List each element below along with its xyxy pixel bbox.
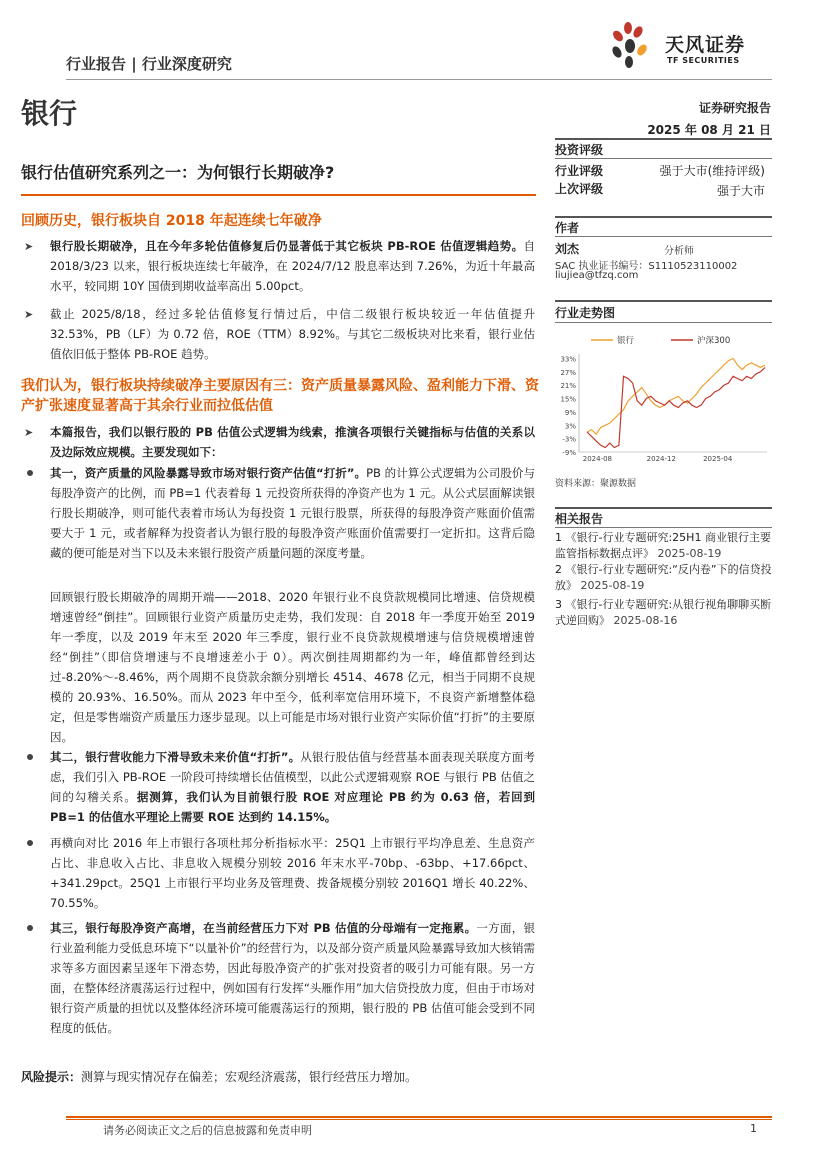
trend-chart [555, 328, 775, 468]
related-title: 相关报告 [555, 512, 604, 526]
dot-bullet-icon [27, 754, 33, 760]
dot-bullet-icon [27, 470, 33, 476]
dot-bullet-icon [27, 840, 33, 846]
section-heading-2: 我们认为，银行板块持续破净主要原因有三：资产质量暴露风险、盈利能力下滑、资产扩张速度显著高于其余行业而拉低估值 [21, 378, 539, 414]
prev-rating-value: 强于大市 [716, 184, 765, 198]
sector-title: 银行 [21, 97, 78, 130]
report-date: 2025 年 08 月 21 日 [647, 123, 771, 137]
author-email[interactable]: liujiea@tfzq.com [555, 270, 639, 281]
related-date: 2025-08-19 [657, 547, 722, 560]
finding-2-body: 从银行股估值与经营基本面表现关联度方面考虑，我们引入 PB-ROE 一阶段可持续增长估值模型，以此公式逻辑观察 ROE 与银行 PB 估值之间的勾稽关系。 [50, 750, 535, 804]
finding-1 [50, 463, 535, 563]
logo-mark-icon [608, 20, 664, 70]
y-tick-label: 33% [560, 355, 576, 364]
rating-title: 投资评级 [555, 143, 604, 157]
bullet-1-body: 自 2018/3/23 以来，银行板块连续七年破净，在 2024/7/12 股息率达到 7.26%，为近十年最高水平，较同期 10Y 国债到期收益率高出 5.00pct。 [50, 239, 535, 293]
finding-3-body: 一方面，银行业盈利能力受低息环境下“以量补价”的经营行为，以及部分资产质量风险暴露导致加大核销需求等多方面因素呈逐年下滑态势，因此每股净资产的扩张对投资者的吸引力可能有限。另一方面，在整体经济震荡运行过程中，例如国有行发挥“头雁作用”加大信贷投放力度，但由于市场对银行资产质量的担忧以及整体经济环境可能震荡运行的预期，银行股的 PB 估值可能会受到不同程度的低估。 [50, 921, 536, 1035]
sidebar-divider [555, 300, 772, 302]
risk-label: 风险提示： [21, 1070, 82, 1084]
y-tick-label: 15% [560, 395, 576, 404]
arrow-bullet-icon: ➤ [24, 240, 34, 253]
sidebar-divider [555, 138, 772, 140]
y-tick-label: 3% [564, 422, 576, 431]
industry-rating-value: 强于大市(维持评级) [659, 164, 765, 178]
related-num: 1 [555, 531, 562, 544]
related-report-2[interactable] [555, 562, 775, 594]
finding-3-lead: 其三，银行每股净资产高增，在当前经营压力下对 PB 估值的分母端有一定拖累。 [50, 921, 477, 935]
finding-2 [50, 747, 535, 827]
related-num: 3 [555, 598, 562, 611]
author-cert: SAC 执业证书编号：S1110523110002 [555, 261, 738, 272]
section2-intro: 本篇报告，我们以银行股的 PB 估值公式逻辑为线索，推演各项银行关键指标与估值的关系以及边际效应规模。主要发现如下： [50, 425, 535, 459]
y-tick-label: 21% [560, 382, 576, 391]
y-tick-label: 27% [560, 368, 576, 377]
legend-label: 银行 [617, 336, 635, 346]
y-tick-label: -9% [562, 449, 576, 457]
sidebar-divider [555, 236, 772, 237]
related-title-text: 《银行-行业专题研究:25H1 商业银行主要监管指标数据点评》 [555, 531, 771, 560]
sidebar-divider [555, 527, 772, 528]
x-tick-label: 2025-04 [703, 455, 733, 463]
industry-rating-label: 行业评级 [555, 164, 604, 178]
footer-divider-thin [66, 1119, 772, 1120]
y-tick-label: 9% [564, 408, 576, 417]
finding-2-estimate: 据测算，我们认为目前银行股 ROE 对应理论 PB 约为 0.63 倍，若回到 PB=1 的估值水平理论上需要 ROE 达到约 14.15%。 [50, 790, 536, 824]
related-title-text: 《银行-行业专题研究:“反内卷”下的信贷投放》 [555, 563, 772, 592]
logo-text-en: TF SECURITIES [667, 56, 740, 65]
title-divider [21, 194, 536, 196]
author-role: 分析师 [664, 246, 694, 257]
related-num: 2 [555, 563, 562, 576]
page-number: 1 [750, 1122, 757, 1135]
series-line [587, 367, 765, 447]
sidebar-divider [555, 216, 772, 218]
footer-divider [66, 1116, 772, 1118]
related-date: 2025-08-16 [613, 614, 678, 627]
finding-1-lead: 其一，资产质量的风险暴露导致市场对银行资产估值“打折”。 [50, 466, 367, 480]
sidebar-divider [555, 507, 772, 509]
author-title: 作者 [555, 221, 580, 235]
section-heading-1: 回顾历史，银行板块自 2018 年起连续七年破净 [21, 213, 322, 229]
arrow-bullet-icon: ➤ [24, 426, 34, 439]
risk-text: 测算与现实情况存在偏差；宏观经济震荡，银行经营压力增加。 [81, 1070, 418, 1084]
footer-disclaimer: 请务必阅读正文之后的信息披露和免责申明 [103, 1124, 312, 1137]
x-tick-label: 2024-12 [646, 455, 676, 463]
finding-1-detail: 回顾银行股长期破净的周期开端——2018、2020 年银行业不良贷款规模同比增速、信贷规模增速曾经“倒挂”。回顾银行业资产质量历史走势，我们发现：自 2018 年一季度开始至 2019 年一季度，以及 2019 年末至 2020 年三季度，银行业不良贷款规模增速与信贷规模增速曾经“倒挂”（即信贷增速与不良增速差小于 0）。两次倒挂周期都约为一年，峰值都曾经到达过-8.20%～-8.46%，两个周期不良贷款余额分别增长 4514、4678 亿元，相当于同期不良规模的 20.93%、16.50%。而从 2023 年中至今，低利率宽信用环境下，不良资产新增整体稳定，但是零售端资产质量压力逐步显现。以上可能是市场对银行业资产实际价值“打折”的主要原因。 [50, 590, 535, 744]
sidebar-divider [555, 322, 772, 323]
author-name: 刘杰 [555, 242, 580, 256]
sidebar-divider [555, 158, 772, 159]
arrow-bullet-icon: ➤ [24, 308, 34, 321]
section1-bullet-2: 截止 2025/8/18，经过多轮估值修复行情过后，中信二级银行板块较近一年估值提升 32.53%，PB（LF）为 0.72 倍，ROE（TTM）8.92%。与其它二级板块对比来看，银行业估值依旧低于整体 PB-ROE 趋势。 [50, 307, 535, 361]
logo-text-cn: 天风证券 [665, 34, 746, 56]
trend-title: 行业走势图 [555, 306, 616, 320]
related-report-1[interactable] [555, 530, 775, 562]
bullet-1-lead: 银行股长期破净，且在今年多轮估值修复后仍显著低于其它板块 PB-ROE 估值逻辑趋势。 [50, 239, 524, 253]
header-divider [66, 79, 772, 80]
related-title-text: 《银行-行业专题研究:从银行视角聊聊买断式逆回购》 [555, 598, 772, 627]
report-type: 证券研究报告 [698, 101, 771, 115]
series-line [587, 359, 765, 435]
finding-3 [50, 918, 535, 1038]
risk-notice [21, 1068, 417, 1085]
prev-rating-label: 上次评级 [555, 182, 604, 196]
legend-label: 沪深300 [697, 336, 731, 346]
finding-1-body: PB 的计算公式逻辑为公司股价与每股净资产的比例，而 PB=1 代表着每 1 元投资所获得的净资产也为 1 元。从公式层面解读银行股长期破净，则可能代表着市场认为每投资 1 元银行股票，所获得的每股净资产账面价值需要大于 1 元，或者解释为投资者认为银行股的每股净资产账面价值需要打一定折扣。这背后隐藏的便可能是对当下以及未来银行股资产质量问题的深度考量。 [50, 466, 535, 560]
report-category: 行业报告 | 行业深度研究 [66, 55, 232, 73]
related-date: 2025-08-19 [580, 579, 645, 592]
x-tick-label: 2024-08 [582, 455, 613, 463]
finding-2-lead: 其二，银行营收能力下滑导致未来价值“打折”。 [50, 750, 301, 764]
related-report-3[interactable] [555, 597, 775, 629]
dot-bullet-icon [27, 925, 33, 931]
y-tick-label: -3% [562, 435, 576, 444]
report-title: 银行估值研究系列之一：为何银行长期破净? [21, 163, 335, 182]
section1-bullet-1 [50, 236, 535, 296]
finding-2-detail: 再横向对比 2016 年上市银行各项杜邦分析指标水平：25Q1 上市银行平均净息差、生息资产占比、非息收入占比、非息收入规模分别较 2016 年末水平-70bp、-63bp、+17.66pct、+341.29pct。25Q1 上市银行平均业务及管理费、拨备规模分别较 2016Q1 增长 40.22%、70.55%。 [50, 836, 535, 910]
chart-source: 资料来源：聚源数据 [555, 479, 637, 489]
